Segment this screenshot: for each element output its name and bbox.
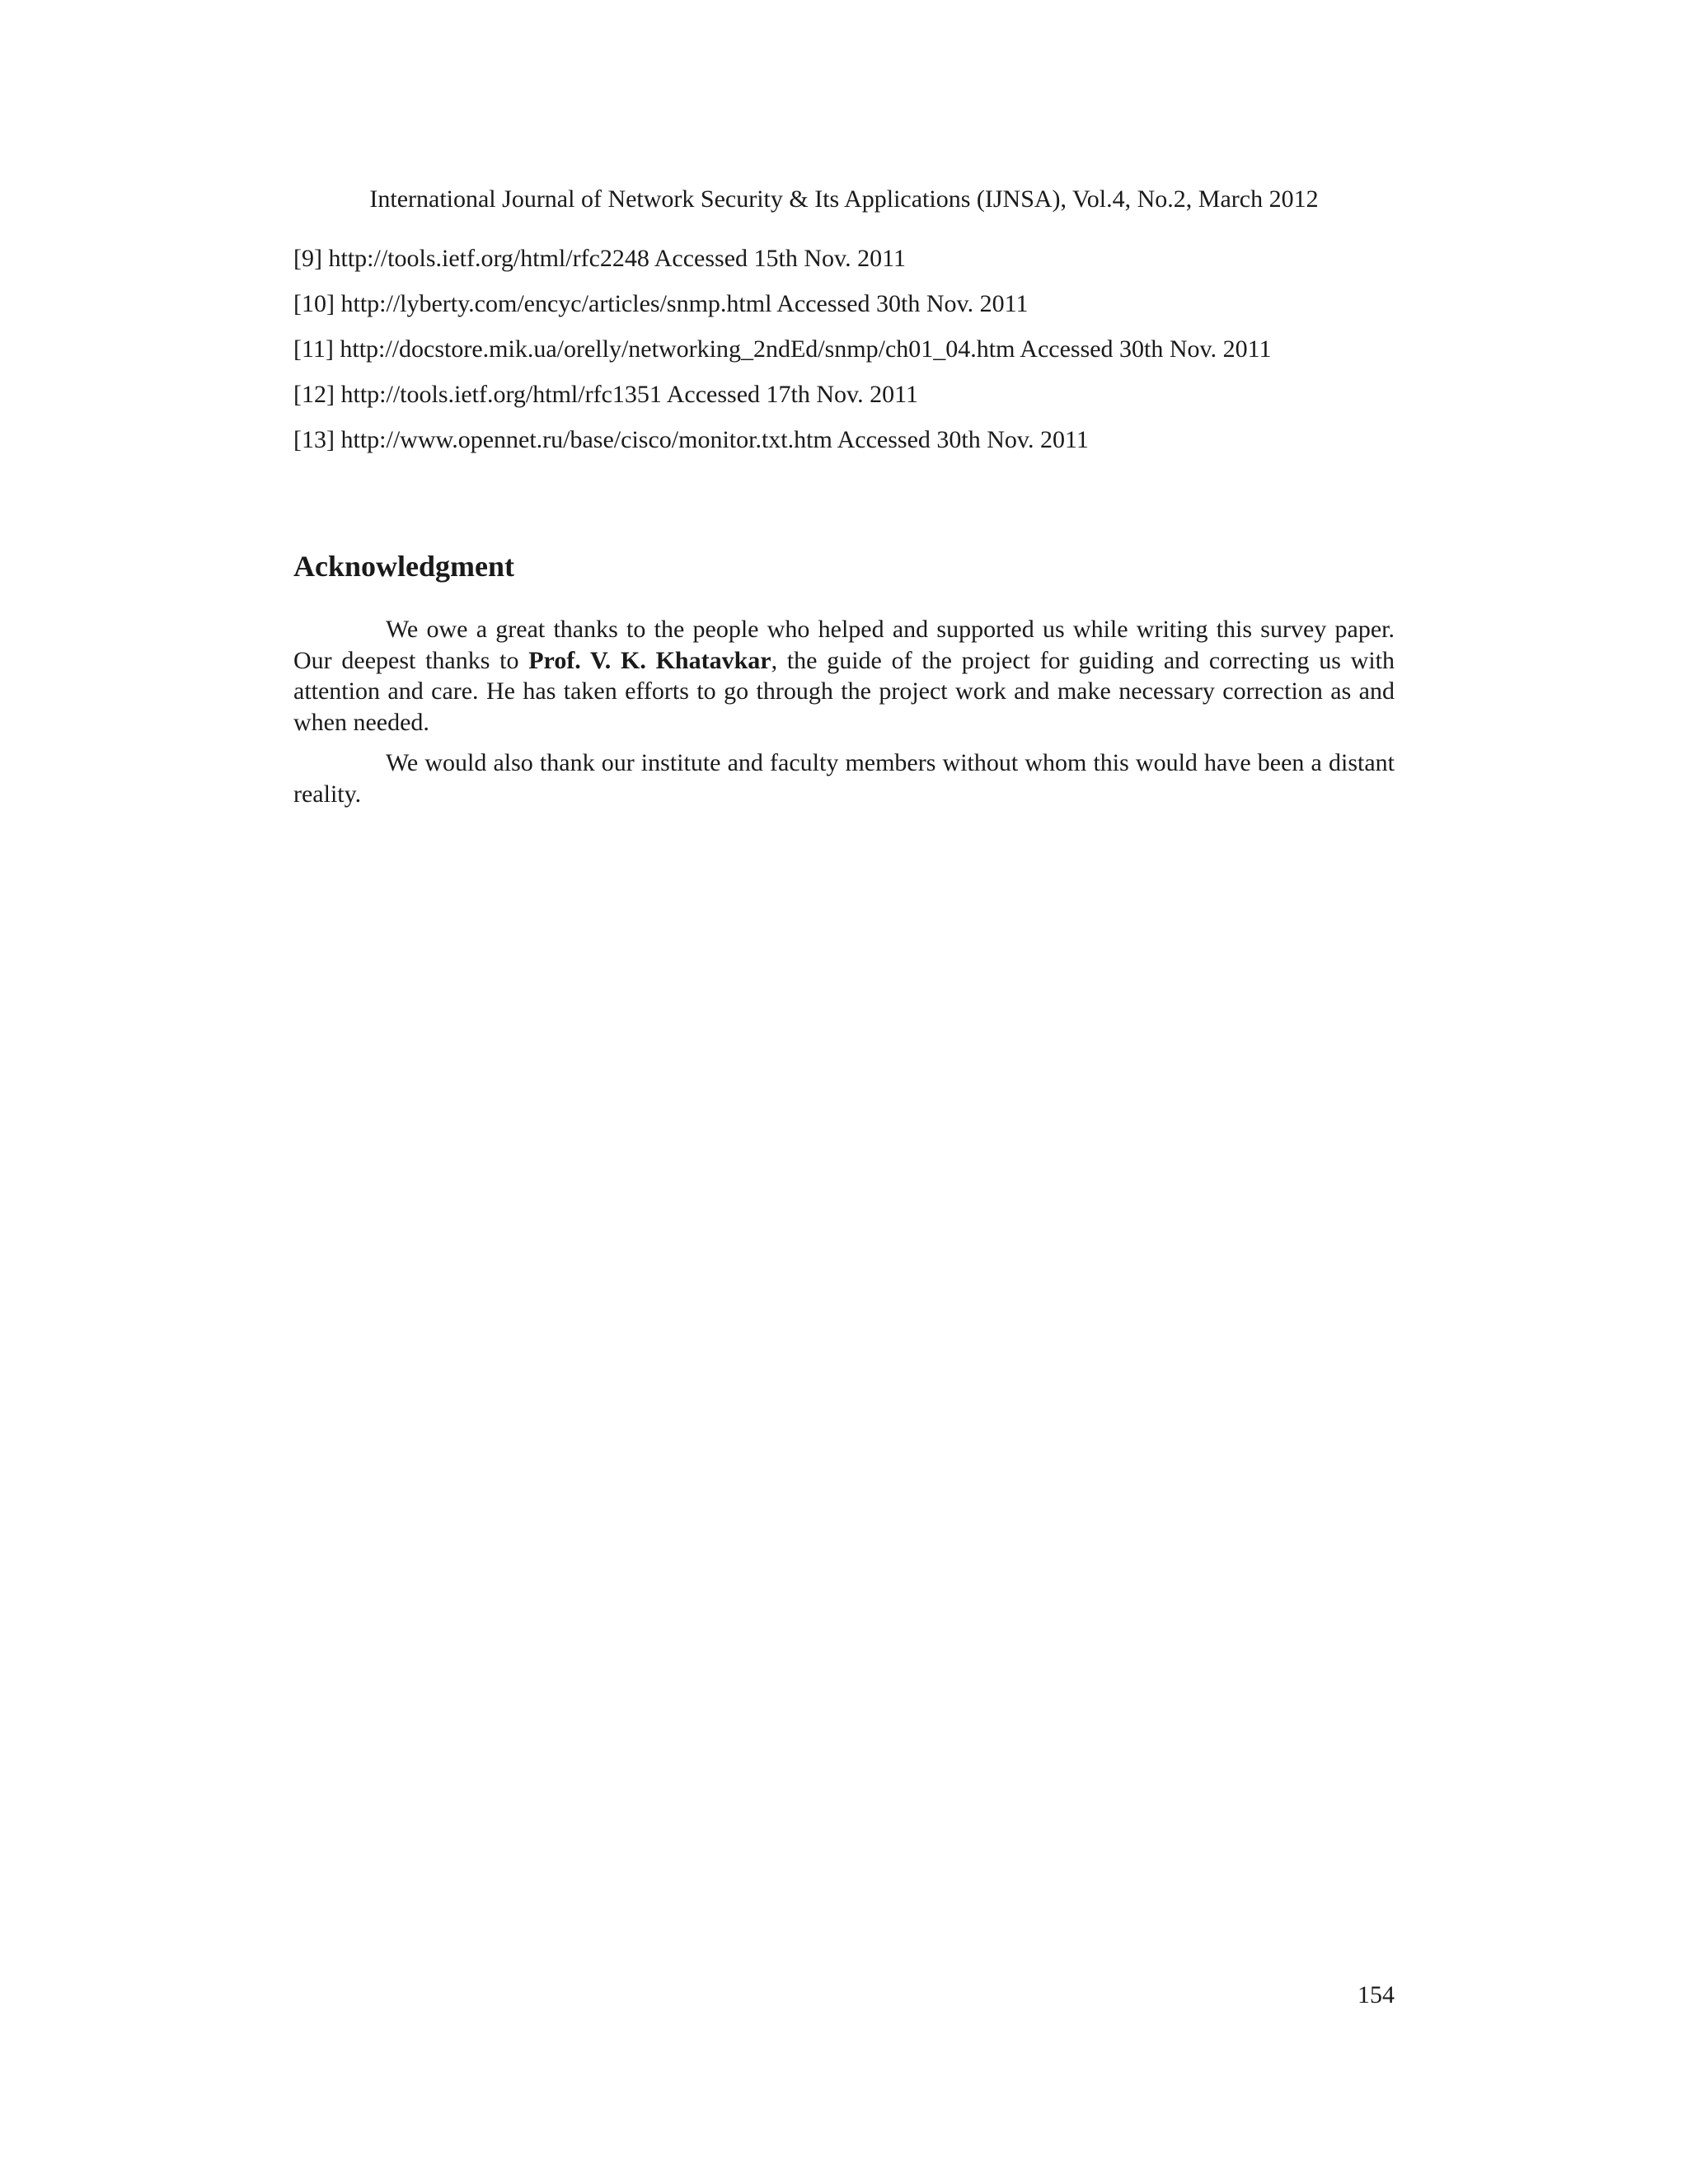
reference-item: [13] http://www.opennet.ru/base/cisco/monitor.txt.htm Accessed 30th Nov. 2011 [293, 426, 1089, 453]
acknowledgment-paragraph [293, 614, 1395, 738]
reference-item: [9] http://tools.ietf.org/html/rfc2248 Accessed 15th Nov. 2011 [293, 245, 906, 272]
reference-item: [12] http://tools.ietf.org/html/rfc1351 Accessed 17th Nov. 2011 [293, 381, 918, 408]
paragraph-text: , the guide of the project for guiding and correcting us with attention and care. He has taken efforts to go through the project work and make necessary correction as and when needed. [293, 646, 1395, 736]
acknowledgment-paragraph: We would also thank our institute and faculty members without whom this would have been a distant reality. [293, 749, 1395, 808]
running-header: International Journal of Network Security & Its Applications (IJNSA), Vol.4, No.2, March 2012 [369, 185, 1319, 213]
acknowledgment-heading: Acknowledgment [293, 550, 514, 583]
page-number: 154 [1357, 1981, 1395, 2008]
reference-list [293, 242, 1398, 469]
guide-name: Prof. V. K. Khatavkar [528, 646, 771, 674]
reference-item: [11] http://docstore.mik.ua/orelly/networking_2ndEd/snmp/ch01_04.htm Accessed 30th Nov. 2011 [293, 335, 1272, 363]
paragraph-text: We owe a great thanks to the people who helped and supported us while writing this survey paper. Our deepest thanks to [293, 616, 1395, 674]
reference-item: [10] http://lyberty.com/encyc/articles/snmp.html Accessed 30th Nov. 2011 [293, 290, 1029, 317]
